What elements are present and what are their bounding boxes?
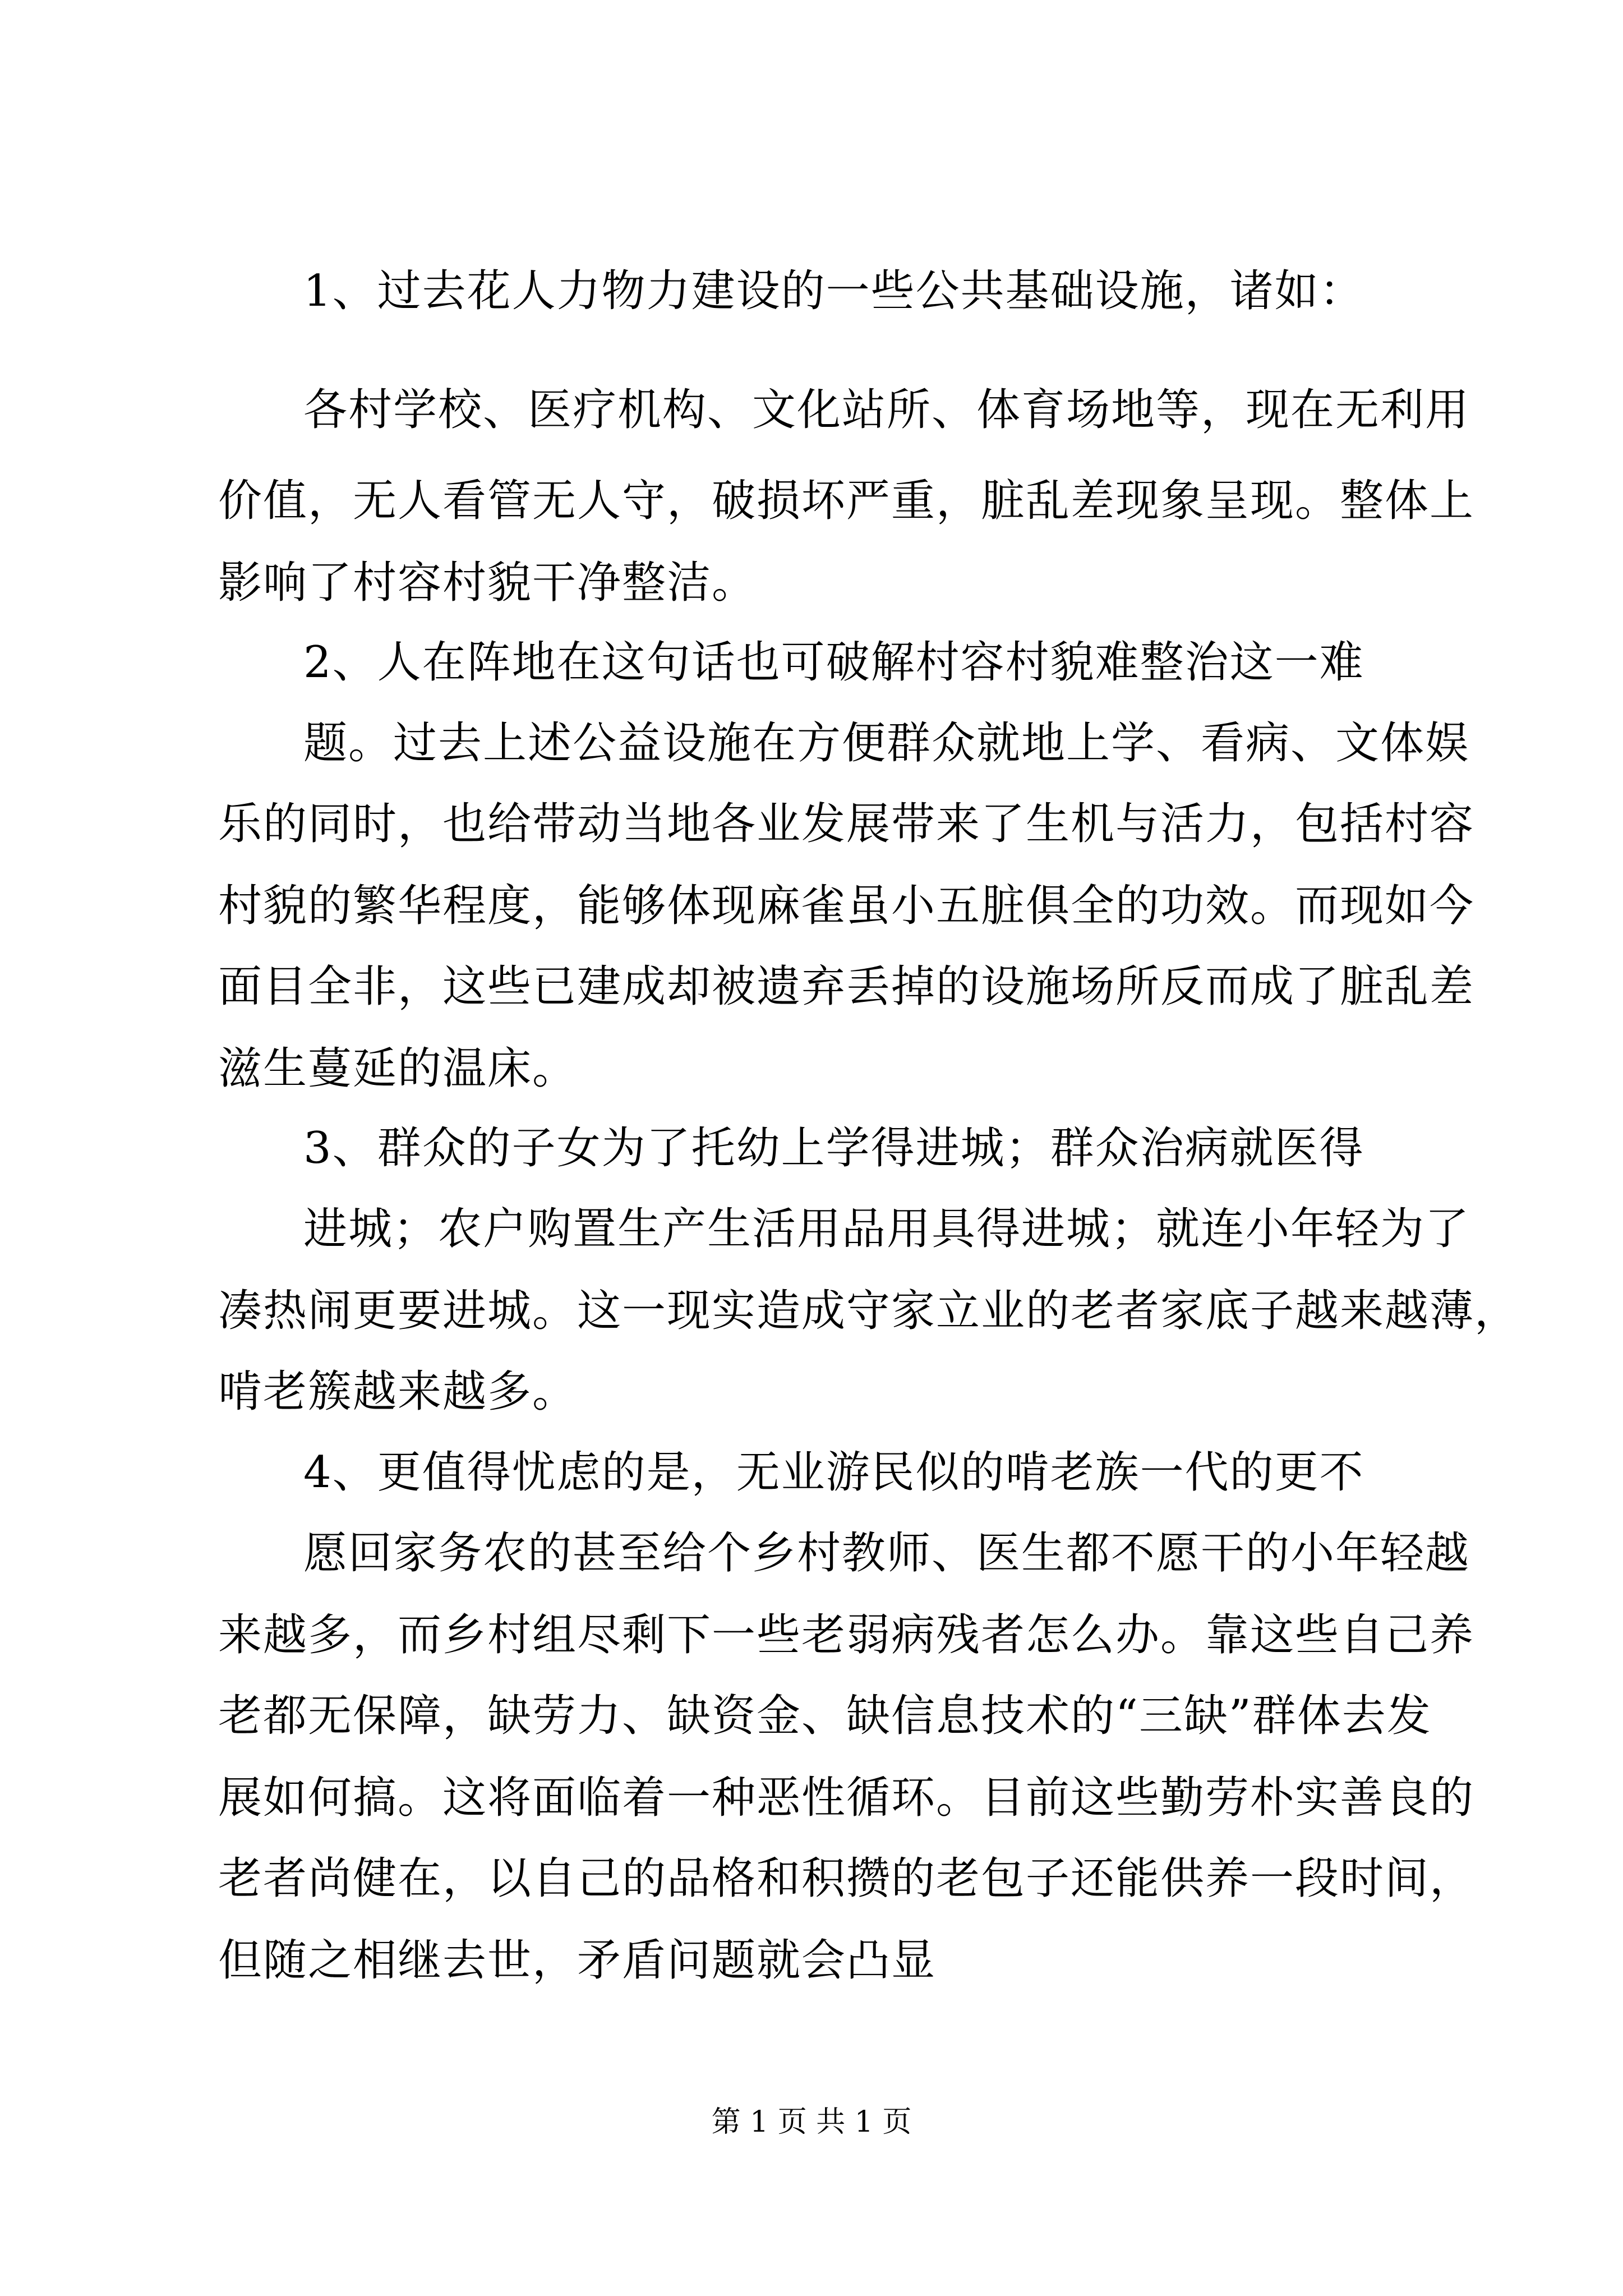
paragraph-2-line-1: 2、人在阵地在这句话也可破解村容村貌难整治这一难: [303, 637, 1364, 688]
paragraph-2-line-5: 面目全非，这些已建成却被遗弃丢掉的设施场所反而成了脏乱差: [218, 961, 1475, 1012]
paragraph-1-line-1: 1、过去花人力物力建设的一些公共基础设施，诸如：: [303, 266, 1364, 316]
paragraph-2-line-3: 乐的同时，也给带动当地各业发展带来了生机与活力，包括村容: [218, 799, 1475, 849]
paragraph-4-line-5: 展如何搞。这将面临着一种恶性循环。目前这些勤劳朴实善良的: [218, 1773, 1475, 1823]
paragraph-1-line-4: 影响了村容村貌干净整洁。: [218, 558, 757, 608]
paragraph-3-line-3: 凑热闹更要进城。这一现实造成守家立业的老者家底子越来越薄，: [218, 1286, 1520, 1336]
paragraph-4-line-4: 老都无保障，缺劳力、缺资金、缺信息技术的“三缺”群体去发: [218, 1691, 1432, 1741]
paragraph-3-line-1: 3、群众的子女为了托幼上学得进城；群众治病就医得: [303, 1123, 1364, 1174]
paragraph-2-line-4: 村貌的繁华程度，能够体现麻雀虽小五脏俱全的功效。而现如今: [218, 881, 1475, 931]
paragraph-1-line-2: 各村学校、医疗机构、文化站所、体育场地等，现在无利用: [303, 385, 1470, 435]
paragraph-4-line-3: 来越多，而乡村组尽剩下一些老弱病残者怎么办。靠这些自己养: [218, 1610, 1475, 1660]
paragraph-2-line-6: 滋生蔓延的温床。: [218, 1043, 578, 1094]
paragraph-4-line-2: 愿回家务农的甚至给个乡村教师、医生都不愿干的小年轻越: [303, 1528, 1470, 1579]
paragraph-3-line-2: 进城；农户购置生产生活用品用具得进城；就连小年轻为了: [303, 1204, 1470, 1254]
paragraph-3-line-4: 啃老簇越来越多。: [218, 1366, 578, 1417]
paragraph-4-line-1: 4、更值得忧虑的是，无业游民似的啃老族一代的更不: [303, 1447, 1364, 1498]
paragraph-1-line-3: 价值，无人看管无人守，破损坏严重，脏乱差现象呈现。整体上: [218, 476, 1475, 526]
page-number-footer: 第 1 页 共 1 页: [711, 2105, 912, 2139]
paragraph-4-line-7: 但随之相继去世，矛盾问题就会凸显: [218, 1935, 937, 1986]
paragraph-4-line-6: 老者尚健在，以自己的品格和积攒的老包子还能供养一段时间，: [218, 1853, 1475, 1904]
paragraph-2-line-2: 题。过去上述公益设施在方便群众就地上学、看病、文体娱: [303, 718, 1470, 769]
